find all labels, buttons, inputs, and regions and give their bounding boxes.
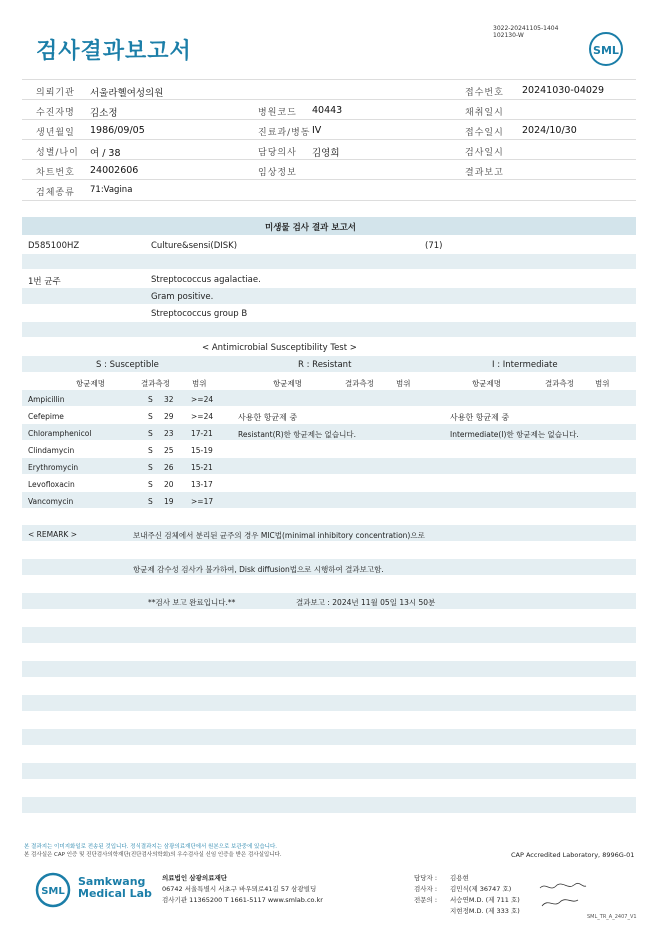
gram-stain: Gram positive. (151, 292, 214, 302)
col-result-header: 결과측정 (345, 379, 374, 388)
drug-value: 29 (164, 412, 174, 421)
report-time: 결과보고 : 2024년 11월 05일 13시 50분 (296, 598, 436, 607)
drug-sir: S (148, 497, 153, 506)
remark-line-2: 항균제 감수성 검사가 불가하여, Disk diffusion법으로 시행하여 결과보고함. (133, 565, 384, 574)
cap-accreditation: CAP Accredited Laboratory, 8996G-01 (511, 851, 635, 859)
footer-notice-2: 본 검사실은 CAP 인증 및 진단검사의학재단(진단검사의학회)의 우수검사실 신임 인증을 받은 검사실입니다. (24, 852, 282, 858)
ast-title: < Antimicrobial Susceptibility Test > (202, 343, 357, 353)
receipt-no-label: 접수번호 (465, 88, 504, 98)
sex-age-label: 성별/나이 (36, 148, 79, 158)
drug-sir: S (148, 412, 153, 421)
org-address: 06742 서울특별시 서초구 바우뫼로41길 57 삼광빌딩 (162, 885, 317, 893)
doctor-value: 김영희 (312, 148, 340, 159)
form-code: SML_TR_A_2407_V1 (587, 914, 637, 920)
legend-intermediate: I : Intermediate (492, 360, 558, 370)
specialist-2: 지현정M.D. (제 333 호) (450, 907, 520, 915)
drug-value: 26 (164, 463, 174, 472)
band (22, 695, 636, 711)
dob-label: 생년월일 (36, 128, 75, 138)
footer-notice-1: 본 결과지는 이미지화일로 전송된 것입니다. 정식결과지는 삼광의료재단에서 원본으로 보관중에 있습니다. (24, 844, 278, 850)
band (22, 288, 636, 304)
drug-sir: S (148, 480, 153, 489)
band (22, 729, 636, 745)
brand-line-2: Medical Lab (78, 887, 152, 900)
receipt-no-value: 20241030-04029 (522, 85, 605, 96)
drug-range: 13-17 (191, 480, 213, 489)
band (22, 390, 636, 406)
drug-name: Erythromycin (28, 463, 79, 472)
specialist-1: 서승연M.D. (제 711 호) (450, 896, 520, 904)
band (22, 763, 636, 779)
col-drug-header: 항균제명 (76, 379, 105, 388)
org-name: 의료법인 삼광의료재단 (162, 874, 228, 882)
col-drug-header: 항균제명 (273, 379, 302, 388)
dept-label: 진료과/병동 (258, 128, 311, 138)
band (22, 254, 636, 269)
drug-name: Chloramphenicol (28, 429, 92, 438)
band (22, 661, 636, 677)
org-contact: 검사기관 11365200 T 1661-5117 www.smlab.co.kr (162, 896, 323, 904)
receipt-date-value: 2024/10/30 (522, 125, 577, 136)
organism-name: Streptococcus agalactiae. (151, 275, 261, 285)
ward-code-value: 40443 (312, 105, 343, 116)
drug-value: 23 (164, 429, 174, 438)
name-value: 김소정 (90, 108, 118, 119)
dob-value: 1986/09/05 (90, 125, 145, 136)
signature-icon (538, 880, 588, 910)
tester-name: 김민식(제 36747 호) (450, 885, 512, 893)
col-range-header: 범위 (396, 379, 411, 388)
svg-text:SML: SML (41, 886, 65, 897)
test-date-label: 검사일시 (465, 148, 504, 158)
drug-range: >=24 (191, 412, 214, 421)
specimen-value: 71:Vagina (90, 185, 133, 195)
info-row-6 (22, 179, 636, 201)
band (22, 322, 636, 337)
organism-group: Streptococcus group B (151, 309, 248, 319)
institution-value: 서울라헬여성의원 (90, 88, 164, 99)
info-row-3 (22, 119, 636, 140)
info-row-5 (22, 159, 636, 180)
test-name: Culture&sensi(DISK) (151, 241, 238, 251)
drug-range: 15-19 (191, 446, 213, 455)
collect-date-label: 채취일시 (465, 108, 504, 118)
band (22, 627, 636, 643)
remark-line-1: 보내주신 검체에서 분리된 균주의 경우 MIC법(minimal inhibitory concentration)으로 (133, 531, 425, 540)
drug-value: 32 (164, 395, 174, 404)
colony-label: 1번 균주 (28, 277, 61, 287)
ward-code-label: 병원코드 (258, 108, 297, 118)
doc-code-1: 3022-20241105-1404 (493, 25, 559, 32)
col-range-header: 범위 (192, 379, 207, 388)
doc-code-2: 102130-W (493, 32, 524, 39)
drug-sir: S (148, 463, 153, 472)
drug-name: Levofloxacin (28, 480, 75, 489)
drug-range: 15-21 (191, 463, 213, 472)
resistant-note-2: Resistant(R)한 항균제는 없습니다. (238, 430, 357, 439)
drug-range: >=17 (191, 497, 214, 506)
info-row-1 (22, 79, 636, 100)
sml-footer-logo-icon (35, 872, 75, 908)
section-title: 미생물 검사 결과 보고서 (265, 223, 356, 233)
name-label: 수진자명 (36, 108, 75, 118)
brand-line-1: Samkwang (78, 875, 146, 888)
drug-sir: S (148, 446, 153, 455)
col-range-header: 범위 (595, 379, 610, 388)
legend-susceptible: S : Susceptible (96, 360, 159, 370)
specialist-label: 전문의 : (414, 896, 438, 904)
drug-sir: S (148, 429, 153, 438)
report-label: 결과보고 (465, 168, 504, 178)
info-row-4 (22, 139, 636, 160)
col-result-header: 결과측정 (141, 379, 170, 388)
remark-label: < REMARK > (28, 530, 78, 539)
band (22, 492, 636, 508)
sml-logo: SML (589, 32, 623, 66)
clinical-label: 임상정보 (258, 168, 297, 178)
sex-age-value: 여 / 38 (90, 148, 121, 159)
tech-label: 담당자 : (414, 874, 438, 882)
drug-name: Cefepime (28, 412, 64, 421)
col-result-header: 결과측정 (545, 379, 574, 388)
band (22, 458, 636, 474)
drug-range: 17-21 (191, 429, 213, 438)
test-code: D585100HZ (28, 241, 80, 251)
band (22, 797, 636, 813)
document-code (493, 25, 558, 39)
drug-sir: S (148, 395, 153, 404)
report-complete: **검사 보고 완료입니다.** (148, 598, 236, 607)
intermediate-note-1: 사용한 항균제 중 (450, 413, 510, 422)
drug-name: Clindamycin (28, 446, 75, 455)
drug-name: Vancomycin (28, 497, 74, 506)
intermediate-note-2: Intermediate(I)한 항균제는 없습니다. (450, 430, 579, 439)
drug-value: 25 (164, 446, 174, 455)
resistant-note-1: 사용한 항균제 중 (238, 413, 298, 422)
specimen-label: 검체종류 (36, 188, 75, 198)
dept-value: IV (312, 125, 322, 136)
doctor-label: 담당의사 (258, 148, 297, 158)
chart-no-value: 24002606 (90, 165, 139, 176)
tech-name: 김용현 (450, 874, 469, 882)
drug-name: Ampicillin (28, 395, 65, 404)
info-row-2 (22, 99, 636, 120)
page-title: 검사결과보고서 (36, 39, 192, 64)
col-drug-header: 항균제명 (472, 379, 501, 388)
chart-no-label: 차트번호 (36, 168, 75, 178)
test-num: (71) (425, 241, 443, 251)
institution-label: 의뢰기관 (36, 88, 75, 98)
brand-name (78, 876, 152, 900)
receipt-date-label: 접수일시 (465, 128, 504, 138)
drug-value: 20 (164, 480, 174, 489)
legend-resistant: R : Resistant (298, 360, 352, 370)
tester-label: 검사자 : (414, 885, 438, 893)
drug-range: >=24 (191, 395, 214, 404)
drug-value: 19 (164, 497, 174, 506)
